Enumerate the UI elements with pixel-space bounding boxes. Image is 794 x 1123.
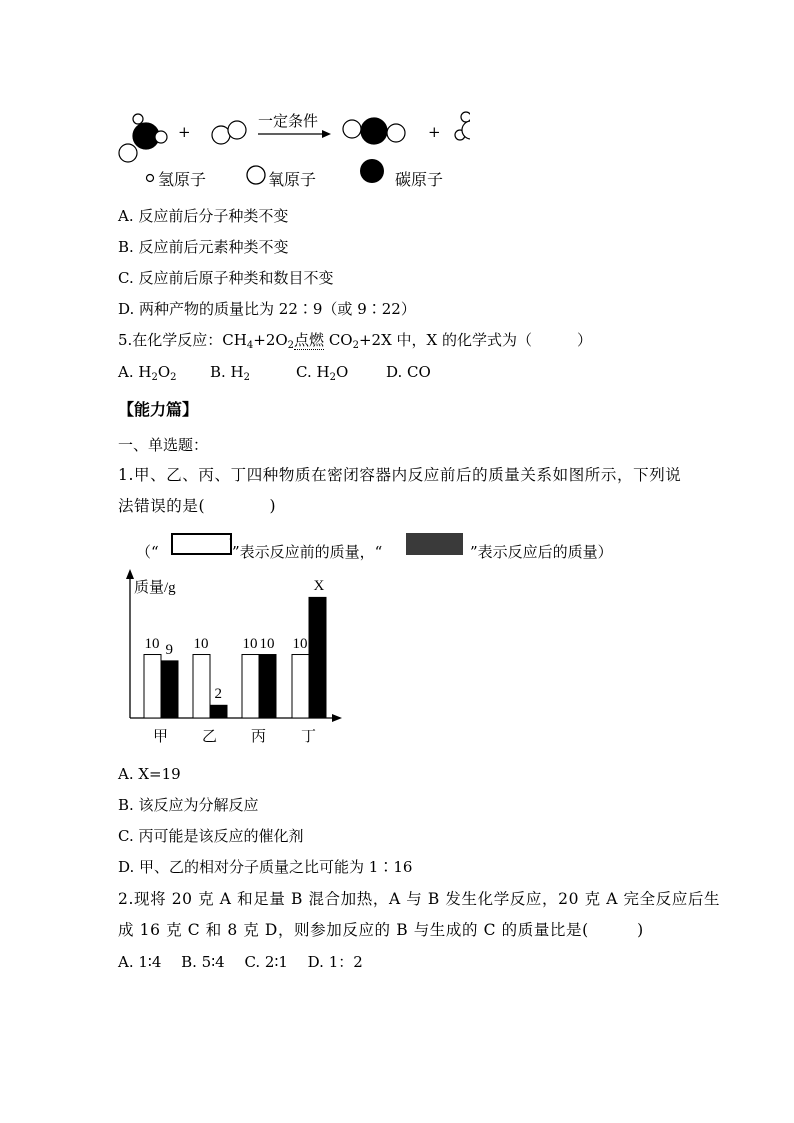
bar-before-1 xyxy=(144,655,161,718)
q1-option-d: D. 甲、乙的相对分子质量之比可能为 1∶16 xyxy=(118,858,413,876)
reaction-arrow xyxy=(258,130,331,138)
q1-option-b: B. 该反应为分解反应 xyxy=(118,796,259,814)
y-axis-label: 质量/g xyxy=(134,580,176,596)
x-tick-label-3: 丙 xyxy=(251,729,267,745)
q5-option-c: C. $H_2O$ xyxy=(296,363,349,383)
q4-option-b: B. 反应前后元素种类不变 xyxy=(118,238,289,256)
bar-before-4 xyxy=(292,655,309,718)
bar-before-2 xyxy=(193,655,210,718)
oxygen-legend-icon xyxy=(247,166,265,184)
carbon-legend-icon xyxy=(360,159,384,183)
oxygen-molecule xyxy=(212,121,246,144)
ignite-condition: 点燃 xyxy=(294,331,325,349)
q1-option-c: C. 丙可能是该反应的催化剂 xyxy=(118,827,304,845)
q2-text-line2: 成 16 克 C 和 8 克 D，则参加反应的 B 与生成的 C 的质量比是( ) xyxy=(118,921,644,939)
water-molecule xyxy=(455,112,470,140)
bar-after-2 xyxy=(210,705,227,718)
bar-before-label-2: 10 xyxy=(193,635,209,652)
bar-before-label-3: 10 xyxy=(242,635,258,652)
methane-molecule xyxy=(119,114,167,162)
bar-after-1 xyxy=(161,661,178,718)
bar-after-label-2: 2 xyxy=(214,686,222,703)
q4-option-a: A. 反应前后分子种类不变 xyxy=(118,207,289,225)
hydrogen-legend-label: 氢原子 xyxy=(158,170,207,189)
oxygen-legend-label: 氧原子 xyxy=(268,170,317,189)
carbon-dioxide-molecule xyxy=(343,118,405,144)
x-tick-label-2: 乙 xyxy=(202,729,218,745)
plus-sign-2: + xyxy=(428,123,441,141)
bar-before-label-1: 10 xyxy=(144,635,160,652)
q2-options: A. 1∶4 B. 5∶4 C. 2∶1 D. 1：2 xyxy=(118,953,363,971)
x-tick-label-1: 甲 xyxy=(153,729,169,745)
q5-option-a: A. $H_2O_2$ xyxy=(118,363,177,383)
bar-before-3 xyxy=(242,655,259,718)
bar-before-label-4: 10 xyxy=(292,635,308,652)
section-title: 【能力篇】 xyxy=(118,400,199,419)
q4-option-d: D. 两种产物的质量比为 22∶9（或 9∶22） xyxy=(118,300,416,318)
q1-option-a: A. X=19 xyxy=(118,765,181,783)
bar-after-4 xyxy=(309,597,326,718)
x-tick-label-4: 丁 xyxy=(301,729,317,745)
subsection-title: 一、单选题： xyxy=(118,436,209,454)
reaction-condition: 一定条件 xyxy=(258,112,319,130)
legend-open: （“ xyxy=(136,543,159,561)
question-5: 5.在化学反应：$CH_4+2O_2$点燃 $CO_2+2X$ 中，X 的化学式为（ ） xyxy=(118,331,592,351)
legend-before-swatch xyxy=(171,533,232,555)
bar-after-3 xyxy=(259,655,276,718)
q5-option-d: D. CO xyxy=(386,363,431,381)
q2-text-line1: 2.现将 20 克 A 和足量 B 混合加热，A 与 B 发生化学反应，20 克 A 完全反应后生 xyxy=(118,890,721,908)
bar-after-label-1: 9 xyxy=(165,641,173,658)
hydrogen-legend-icon xyxy=(147,175,154,182)
q1-text-line2: 法错误的是( ) xyxy=(118,497,277,515)
legend-before-text: ”表示反应前的质量，“ xyxy=(232,543,383,561)
legend-after-text: ”表示反应后的质量） xyxy=(470,543,613,561)
q5-option-b: B. $H_2$ xyxy=(210,363,251,383)
legend-swatch-mark: , xyxy=(229,527,233,541)
carbon-legend-label: 碳原子 xyxy=(395,170,444,189)
legend-after-swatch xyxy=(406,533,463,555)
bar-after-label-4: X xyxy=(313,578,325,595)
q1-text-line1: 1.甲、乙、丙、丁四种物质在密闭容器内反应前后的质量关系如图所示，下列说 xyxy=(118,466,682,484)
bar-after-label-3: 10 xyxy=(259,635,275,652)
q4-option-c: C. 反应前后原子种类和数目不变 xyxy=(118,269,334,287)
plus-sign-1: + xyxy=(178,123,191,141)
